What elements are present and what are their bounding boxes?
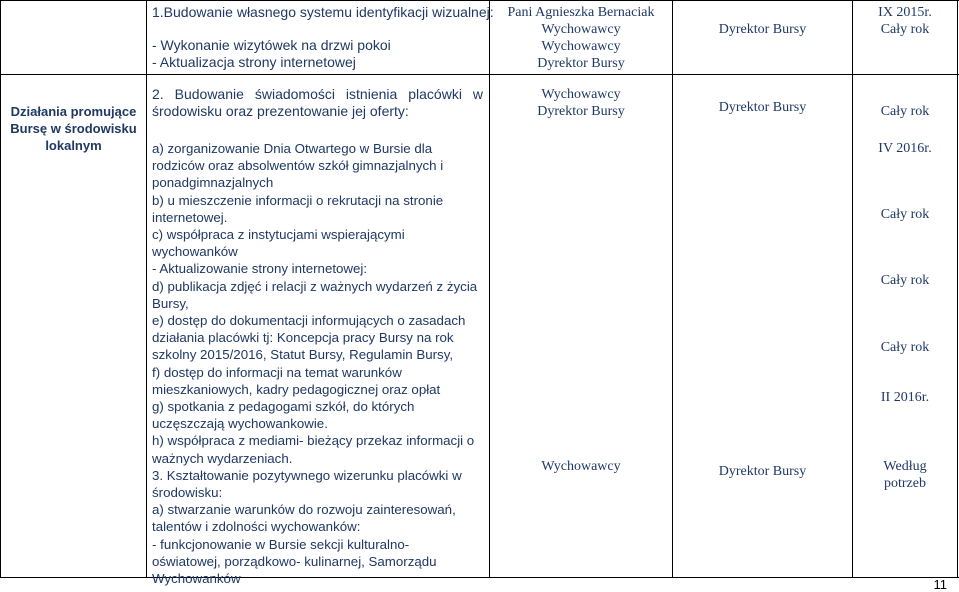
list-item: f) dostęp do informacji na temat warunków xyxy=(152,364,402,380)
area-line: Bursę w środowisku xyxy=(10,121,137,136)
list-item: h) współpraca z mediami- bieżący przekaz informacji o xyxy=(152,433,475,449)
row2-responsible-a xyxy=(490,86,672,120)
col-border-0 xyxy=(0,0,1,578)
list-item: wychowanków xyxy=(152,244,238,260)
list-item: - funkcjonowanie w Bursie sekcji kulturalno- xyxy=(152,536,410,552)
responsible-name: Dyrektor Bursy xyxy=(537,56,625,71)
list-item: - Aktualizowanie strony internetowej: xyxy=(152,261,368,277)
list-item: uczęszczają wychowankowie. xyxy=(152,416,328,432)
list-item: a) zorganizowanie Dnia Otwartego w Bursie dla xyxy=(152,141,433,156)
row2-deadline: Cały rok xyxy=(880,104,930,119)
row2-supervisor-a: Dyrektor Bursy xyxy=(718,100,807,115)
heading-word: świadomości xyxy=(254,86,335,102)
list-item: internetowej. xyxy=(152,209,228,225)
row2-responsible-b: Wychowawcy xyxy=(541,459,621,474)
list-item: a) stwarzanie warunków do rozwoju zainteresowań, xyxy=(152,502,456,518)
row2-deadline: IV 2016r. xyxy=(878,141,932,156)
list-item: 3. Kształtowanie pozytywnego wizerunku placówki w xyxy=(152,467,462,483)
row2-deadline: Cały rok xyxy=(880,273,930,288)
page-number: 11 xyxy=(933,577,947,592)
col-border-3 xyxy=(672,0,673,578)
deadline-value: Cały rok xyxy=(880,22,930,37)
area-line: Działania promujące xyxy=(10,104,137,119)
heading-word: w xyxy=(472,86,483,102)
list-item: b) u mieszczenie informacji o rekrutacji na stronie xyxy=(152,192,444,208)
row2-deadline: Cały rok xyxy=(880,340,930,355)
list-item: oświatowej, porządkowo- kulinarnej, Samorządu xyxy=(152,553,437,569)
row2-deadline: II 2016r. xyxy=(880,390,930,405)
responsible-name: Dyrektor Bursy xyxy=(537,104,625,119)
row1-supervisor: Dyrektor Bursy xyxy=(718,22,807,37)
row2-supervisor-b: Dyrektor Bursy xyxy=(718,464,807,479)
row2-heading-line2: środowisku oraz prezentowanie jej oferty: xyxy=(152,103,409,119)
list-item: mieszkaniowych, kadry pedagogicznej oraz opłat xyxy=(152,381,441,397)
list-item: Bursy, xyxy=(152,295,189,311)
area-line: lokalnym xyxy=(45,138,102,153)
row2-deadline: Cały rok xyxy=(880,207,930,222)
heading-word: istnienia xyxy=(345,86,398,102)
list-item: Wychowanków xyxy=(152,571,241,587)
list-item: d) publikacja zdjęć i relacji z ważnych wydarzeń z życia xyxy=(152,278,478,294)
list-item: g) spotkania z pedagogami szkół, do których xyxy=(152,399,415,415)
row2-area xyxy=(1,103,146,154)
responsible-name: Pani Agnieszka Bernaciak xyxy=(507,5,655,20)
table-top-border xyxy=(0,0,959,1)
list-item: ponadgimnazjalnych xyxy=(152,175,274,191)
deadline-value: IX 2015r. xyxy=(878,5,932,20)
list-item: c) współpraca z instytucjami wspierającymi xyxy=(152,227,405,243)
deadline-line: Według xyxy=(883,459,927,474)
col-border-5 xyxy=(957,0,958,578)
heading-word: 2. xyxy=(152,86,164,102)
row2-deadline xyxy=(853,458,957,492)
list-item: rodziców oraz absolwentów szkół gimnazjalnych i xyxy=(152,158,444,174)
heading-word: placówki xyxy=(408,86,462,102)
col-border-1 xyxy=(146,0,147,578)
list-item: talentów i zdolności wychowanków: xyxy=(152,519,361,535)
heading-word: Budowanie xyxy=(174,86,244,102)
list-item: działania placówki tj: Koncepcja pracy Bursy na rok xyxy=(152,330,454,346)
deadline-line: potrzeb xyxy=(884,476,926,491)
responsible-name: Wychowawcy xyxy=(541,87,621,102)
list-item: e) dostęp do dokumentacji informujących o zasadach xyxy=(152,313,466,329)
responsible-name: Wychowawcy xyxy=(541,39,621,54)
row1-task-title: 1.Budowanie własnego systemu identyfikacji wizualnej: xyxy=(152,4,494,20)
row1-responsible xyxy=(490,4,672,72)
row2-items-list xyxy=(152,140,488,587)
list-item: szkolny 2015/2016, Statut Bursy, Regulamin Bursy, xyxy=(152,347,454,363)
row-divider xyxy=(0,74,959,75)
list-item: ważnych wydarzeniach. xyxy=(152,450,293,466)
row1-task-item: - Aktualizacja strony internetowej xyxy=(152,54,356,70)
row1-deadline xyxy=(853,4,957,38)
row1-task-item: - Wykonanie wizytówek na drzwi pokoi xyxy=(152,37,391,53)
responsible-name: Wychowawcy xyxy=(541,22,621,37)
list-item: środowisku: xyxy=(152,485,223,501)
row2-heading xyxy=(152,86,483,103)
